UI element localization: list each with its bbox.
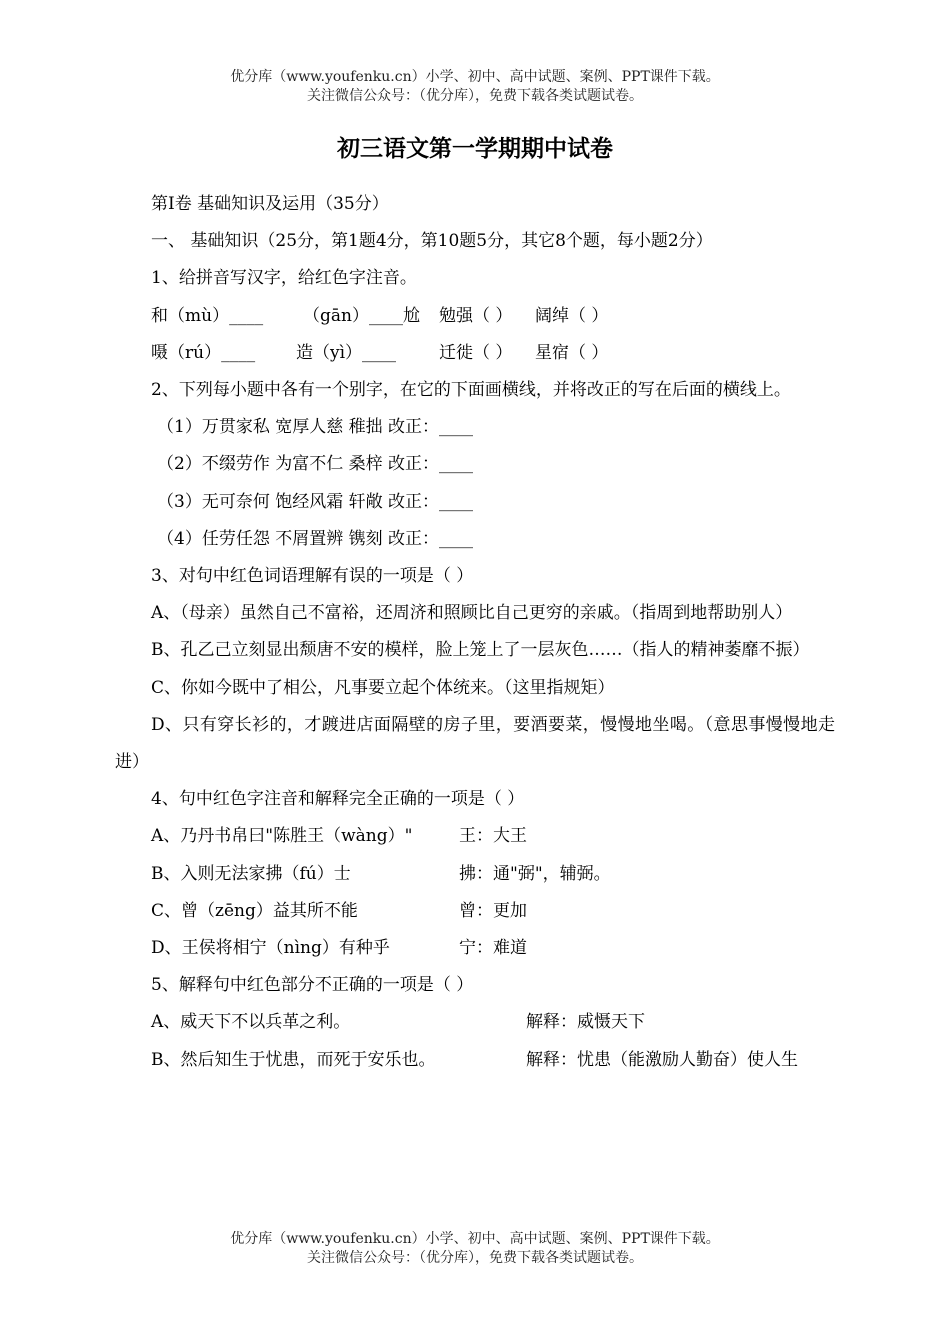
q5-option-text: A、威天下不以兵革之利。 xyxy=(151,1012,351,1033)
q5-option-text: B、然后知生于忧患，而死于安乐也。 xyxy=(151,1049,436,1070)
q2-item-2: （2）不缀劳作 为富不仁 桑梓 改正：____ xyxy=(157,454,474,475)
q1-item: 和（mù）____ xyxy=(151,305,264,326)
q2-item-4: （4）任劳任怨 不屑置辨 镌刻 改正：____ xyxy=(157,528,474,549)
q4-option-c xyxy=(115,893,835,930)
q3-stem: 3、对句中红色词语理解有误的一项是（ ） xyxy=(151,566,474,587)
q4-option-note: 拂：通"弼"，辅弼。 xyxy=(459,863,611,884)
q5-option-note: 解释：忧患（能激励人勤奋）使人生 xyxy=(526,1049,798,1070)
q4-option-text: B、入则无法家拂（fú）士 xyxy=(151,863,351,884)
q1-row-2 xyxy=(115,335,835,372)
q4-option-note: 曾：更加 xyxy=(459,900,527,921)
q4-option-text: C、曾（zēng）益其所不能 xyxy=(151,900,358,921)
q3-option-b: B、孔乙己立刻显出颓唐不安的模样，脸上笼上了一层灰色……（指人的精神萎靡不振） xyxy=(151,640,810,661)
q5-option-b xyxy=(115,1042,835,1079)
q2-item-1: （1）万贯家私 宽厚人慈 稚拙 改正：____ xyxy=(157,417,474,438)
q1-row-1 xyxy=(115,298,835,335)
exam-body xyxy=(115,186,835,1079)
q2-item-3: （3）无可奈何 饱经风霜 轩敞 改正：____ xyxy=(157,491,474,512)
q4-option-b xyxy=(115,856,835,893)
footer-line-1: 优分库（www.youfenku.cn）小学、初中、高中试题、案例、PPT课件下载。 xyxy=(230,1231,720,1247)
q5-stem: 5、解释句中红色部分不正确的一项是（ ） xyxy=(151,975,474,996)
q4-option-text: A、乃丹书帛曰"陈胜王（wàng）" xyxy=(151,826,413,847)
section-heading: 第Ⅰ卷 基础知识及运用（35分） xyxy=(151,194,389,214)
q1-item: 勉强（ ） xyxy=(439,305,513,326)
q2-stem: 2、下列每小题中各有一个别字，在它的下面画横线，并将改正的写在后面的横线上。 xyxy=(151,380,791,401)
q1-item: （gān）____尬 xyxy=(303,305,420,326)
page-title: 初三语文第一学期期中试卷 xyxy=(337,135,613,162)
q4-option-note: 宁：难道 xyxy=(459,938,527,959)
q1-item: 阔绰（ ） xyxy=(535,305,609,326)
header-line-2: 关注微信公众号：（优分库），免费下载各类试题试卷。 xyxy=(307,88,643,104)
q4-stem: 4、句中红色字注音和解释完全正确的一项是（ ） xyxy=(151,789,525,810)
q5-option-a xyxy=(115,1004,835,1041)
q1-item: 嗫（rú）____ xyxy=(151,342,256,363)
q1-item: 造（yì）____ xyxy=(296,342,397,363)
q1-item: 星宿（ ） xyxy=(535,342,609,363)
q5-option-note: 解释：威慑天下 xyxy=(526,1012,645,1033)
q3-option-c: C、你如今既中了相公，凡事要立起个体统来。（这里指规矩） xyxy=(151,677,615,698)
part-heading: 一、 基础知识（25分，第1题4分，第10题5分，其它8个题，每小题2分） xyxy=(151,231,713,252)
q3-option-d: D、只有穿长衫的，才踱进店面隔壁的房子里，要酒要菜，慢慢地坐喝。（意思事慢慢地走进） xyxy=(115,714,835,773)
header-line-1: 优分库（www.youfenku.cn）小学、初中、高中试题、案例、PPT课件下载。 xyxy=(230,69,720,85)
q1-item: 迁徙（ ） xyxy=(439,342,513,363)
q4-option-d xyxy=(115,930,835,967)
q4-option-a xyxy=(115,818,835,855)
q1-stem: 1、给拼音写汉字，给红色字注音。 xyxy=(151,268,417,289)
q4-option-text: D、王侯将相宁（nìng）有种乎 xyxy=(151,938,390,959)
footer-line-2: 关注微信公众号：（优分库），免费下载各类试题试卷。 xyxy=(307,1250,643,1266)
q3-option-a: A、（母亲）虽然自己不富裕，还周济和照顾比自己更穷的亲戚。（指周到地帮助别人） xyxy=(151,603,793,624)
q4-option-note: 王：大王 xyxy=(459,826,527,847)
